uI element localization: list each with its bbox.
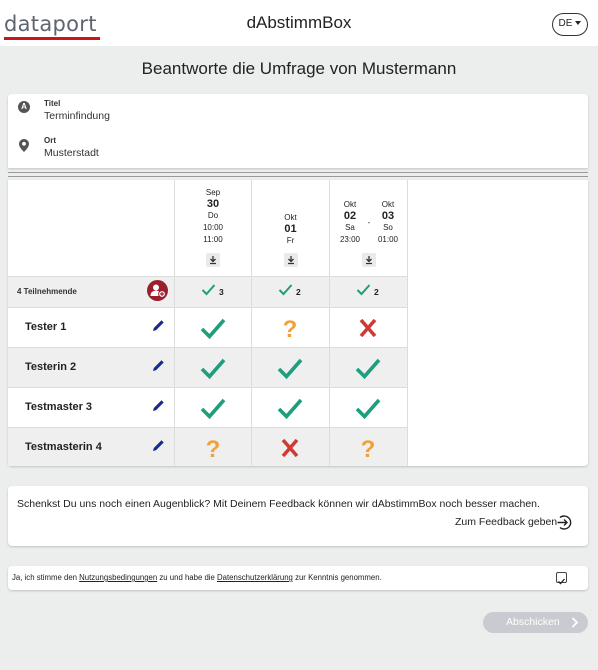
date-day: 01: [284, 223, 297, 235]
pencil-icon[interactable]: [152, 439, 165, 452]
vote-cell[interactable]: [252, 308, 330, 348]
consent-checkbox[interactable]: [556, 572, 567, 583]
date-month: Sep: [205, 188, 221, 197]
check-icon: [355, 396, 381, 420]
check-icon: [277, 356, 303, 380]
download-icon[interactable]: [284, 253, 298, 267]
title-icon: A: [18, 101, 30, 113]
participants-summary: [8, 277, 175, 308]
check-icon: [200, 396, 226, 420]
pencil-icon[interactable]: [152, 399, 165, 412]
vote-cell[interactable]: [252, 428, 330, 466]
vote-cell[interactable]: [175, 348, 252, 388]
place-value: Musterstadt: [44, 147, 99, 159]
vote-cell[interactable]: [175, 388, 252, 428]
participants-count-label: 4 Teilnehmende: [17, 287, 77, 296]
date-day: 30: [206, 198, 220, 210]
vote-cell[interactable]: [330, 348, 408, 388]
consent-card: [8, 566, 588, 590]
yes-count-cell: [330, 277, 408, 308]
date-month: Okt: [343, 200, 357, 209]
app-title: dAbstimmBox: [246, 13, 352, 32]
question-icon: [277, 316, 303, 340]
vote-cell[interactable]: [175, 428, 252, 466]
yes-count-cell: [252, 277, 330, 308]
check-icon: [557, 577, 566, 586]
check-icon: [277, 396, 303, 420]
pencil-icon[interactable]: [152, 319, 165, 332]
cross-icon: [355, 316, 381, 340]
date-range-end: [370, 180, 406, 250]
check-icon: [356, 283, 371, 296]
date-weekday: Do: [207, 211, 219, 220]
participant-name-cell: [8, 308, 175, 348]
date-weekday: Fr: [286, 236, 295, 245]
date-month: Okt: [284, 213, 297, 222]
question-icon: [355, 436, 381, 460]
yes-count: 2: [374, 287, 379, 297]
date-column-3: [330, 180, 408, 277]
page-title: Beantworte die Umfrage von Mustermann: [141, 59, 457, 78]
consent-text: Ja, ich stimme den Nutzungsbedingungen zu und habe die Datenschutzerklärung zur Kenntnis genommen.: [12, 573, 382, 582]
vote-cell[interactable]: [252, 348, 330, 388]
header-corner: [8, 180, 175, 277]
divider: [8, 176, 588, 177]
participant-name: Tester 1: [25, 321, 67, 333]
check-icon: [201, 283, 216, 296]
pencil-icon[interactable]: [152, 359, 165, 372]
vote-cell[interactable]: [330, 388, 408, 428]
date-time-end: 01:00: [377, 235, 399, 244]
participant-name: Testerin 2: [25, 361, 77, 373]
vote-cell[interactable]: [330, 428, 408, 466]
caret-down-icon: [575, 21, 581, 25]
question-icon: [200, 436, 226, 460]
location-pin-icon: [19, 139, 29, 152]
participant-name: Testmasterin 4: [25, 441, 102, 453]
yes-count: 2: [296, 287, 301, 297]
check-icon: [200, 356, 226, 380]
svg-text:?: ?: [360, 436, 376, 460]
language-dropdown[interactable]: [552, 13, 588, 36]
download-icon[interactable]: [362, 253, 376, 267]
check-icon: [278, 283, 293, 296]
cross-icon: [277, 436, 303, 460]
language-label: DE: [558, 18, 573, 29]
date-weekday: So: [383, 223, 393, 232]
participant-name-cell: [8, 388, 175, 428]
date-day: 02: [343, 210, 357, 222]
vote-cell[interactable]: [330, 308, 408, 348]
poll-info-card: [8, 94, 588, 168]
date-time-start: 10:00: [202, 223, 224, 232]
date-time-start: 23:00: [339, 235, 361, 244]
add-user-icon[interactable]: [147, 280, 168, 301]
top-bar: [0, 0, 598, 46]
title-value: Terminfindung: [44, 110, 110, 122]
submit-button[interactable]: [483, 612, 588, 633]
place-label: Ort: [44, 136, 56, 145]
date-month: Okt: [381, 200, 395, 209]
title-label: Titel: [44, 99, 61, 108]
feedback-link[interactable]: Zum Feedback geben: [455, 516, 558, 528]
date-time-end: 11:00: [203, 235, 223, 244]
logo-underline: [4, 37, 100, 40]
download-icon[interactable]: [206, 253, 220, 267]
date-weekday: Sa: [345, 223, 355, 232]
feedback-card: [8, 486, 588, 546]
date-column-2: [252, 180, 330, 277]
terms-link[interactable]: Nutzungsbedingungen: [79, 573, 158, 582]
submit-label: Abschicken: [506, 616, 560, 628]
vote-cell[interactable]: [252, 388, 330, 428]
svg-text:?: ?: [205, 436, 221, 460]
participant-name-cell: [8, 348, 175, 388]
date-range-separator: -: [367, 218, 371, 227]
privacy-link[interactable]: Datenschutzerklärung: [217, 573, 293, 582]
yes-count: 3: [219, 287, 224, 297]
check-icon: [355, 356, 381, 380]
chevron-right-icon: [571, 617, 579, 628]
participant-name: Testmaster 3: [25, 401, 93, 413]
yes-count-cell: [175, 277, 252, 308]
date-column-1: [175, 180, 252, 277]
participant-name-cell: [8, 428, 175, 466]
check-icon: [200, 316, 226, 340]
vote-cell[interactable]: [175, 308, 252, 348]
feedback-text: Schenkst Du uns noch einen Augenblick? Mit Deinem Feedback können wir dAbstimmBox noch besser machen.: [17, 498, 540, 510]
logo-text: dataport: [4, 12, 97, 36]
arrow-circle-right-icon[interactable]: [556, 514, 573, 531]
svg-text:?: ?: [282, 316, 298, 340]
date-day: 03: [381, 210, 395, 222]
poll-table-card: [8, 180, 588, 466]
divider: [8, 172, 588, 173]
